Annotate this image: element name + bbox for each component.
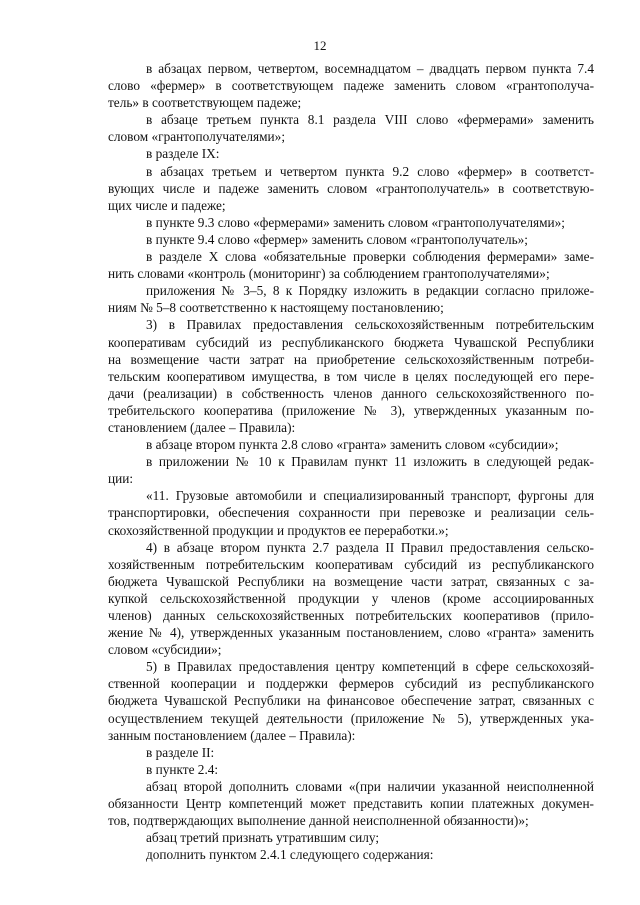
text-line: в разделе X слова «обязательные проверки соблюдения фермерами» заме-	[146, 249, 594, 265]
text-line: обязанности Центр компетенций может представить копии платежных докумен-	[108, 796, 594, 812]
text-line: транспортировки, обеспечения сохранности при перевозке и реализации сель-	[108, 505, 594, 521]
text-line: скохозяйственной продукции и продуктов ее переработки.»;	[108, 522, 449, 538]
text-line: слово «фермер» в соответствующем падеже заменить словом «грантополуча-	[108, 78, 594, 94]
text-line: в приложении № 10 к Правилам пункт 11 изложить в следующей редак-	[146, 454, 594, 470]
text-line: хозяйственным потребительским кооперативам субсидий из республиканского	[108, 556, 594, 572]
text-line: в пункте 9.3 слово «фермерами» заменить словом «грантополучателями»;	[146, 214, 565, 230]
text-line: в абзаце третьем пункта 8.1 раздела VIII слово «фермерами» заменить	[146, 112, 594, 128]
text-line: становлением (далее – Правила):	[108, 419, 296, 435]
text-line: занным постановлением (далее – Правила):	[108, 727, 356, 743]
text-line: словом «грантополучателями»;	[108, 129, 286, 145]
text-line: в абзацах первом, четвертом, восемнадцатом – двадцать первом пункта 7.4	[146, 61, 594, 76]
text-line: в пункте 9.4 слово «фермер» заменить словом «грантополучатель»;	[146, 231, 528, 247]
text-line: 4) в абзаце втором пункта 2.7 раздела II Правил предоставления сельско-	[146, 539, 594, 555]
page-number: 12	[313, 38, 327, 53]
text-line: абзац третий признать утратившим силу;	[146, 830, 380, 846]
text-line: кооперативам субсидий из республиканского бюджета Чувашской Республики	[108, 334, 594, 350]
document-body	[108, 60, 594, 863]
text-line: осуществлением текущей деятельности (приложение № 5), утвержденных ука-	[108, 710, 594, 726]
text-line: бюджета Чувашской Республики на возмещение части затрат, связанных с за-	[108, 573, 594, 589]
text-line: жение № 4), утвержденных указанным постановлением, слово «гранта» заменить	[108, 625, 594, 641]
text-line: нить словами «контроль (мониторинг) за соблюдением грантополучателями»;	[108, 266, 550, 282]
text-line: ственной кооперации и поддержки фермеров субсидий из республиканского	[108, 676, 594, 692]
text-line: дополнить пунктом 2.4.1 следующего содержания:	[146, 847, 434, 863]
text-line: в абзаце втором пункта 2.8 слово «гранта» заменить словом «субсидии»;	[146, 437, 559, 453]
text-line: «11. Грузовые автомобили и специализированный транспорт, фургоны для	[146, 488, 594, 504]
text-line: приложения № 3–5, 8 к Порядку изложить в редакции согласно приложе-	[146, 283, 594, 299]
text-line: в разделе IX:	[146, 146, 220, 162]
text-line: в пункте 2.4:	[146, 761, 219, 777]
text-line: тель» в соответствующем падеже;	[108, 95, 302, 111]
text-line: в разделе II:	[146, 744, 215, 760]
text-line: ниям № 5–8 соответственно к настоящему постановлению;	[108, 300, 444, 316]
text-line: бюджета Чувашской Республики на финансовое обеспечение затрат, связанных с	[108, 693, 594, 709]
text-line: тельским кооперативом имущества, в том числе в целях последующей его пере-	[108, 368, 594, 384]
text-line: купкой сельскохозяйственной продукции у членов (кроме ассоциированных	[108, 590, 594, 606]
text-line: требительского кооператива (приложение № 3), утвержденных указанным по-	[108, 402, 594, 418]
text-line: абзац второй дополнить словами «(при наличии указанной неисполненной	[146, 778, 594, 794]
text-line: 3) в Правилах предоставления сельскохозяйственным потребительским	[146, 317, 594, 333]
text-line: ции:	[108, 471, 134, 487]
text-line: тов, подтверждающих выполнение данной неисполненной обязанности)»;	[108, 813, 529, 829]
text-line: в абзацах третьем и четвертом пункта 9.2 слово «фермер» в соответст-	[146, 163, 594, 179]
text-line: 5) в Правилах предоставления центру компетенций в сфере сельскохозяй-	[146, 659, 594, 675]
text-line: на возмещение части затрат на приобретение сельскохозяйственным потреби-	[108, 351, 594, 367]
text-line: дачи (реализации) в собственность членов данного сельскохозяйственного по-	[108, 385, 594, 401]
text-line: вующих числе и падеже заменить словом «грантополучатель» в соответствую-	[108, 180, 594, 196]
text-line: членов) данных сельскохозяйственных потребительских кооперативов (прило-	[108, 608, 594, 623]
text-line: словом «субсидии»;	[108, 642, 222, 658]
text-line: щих числе и падеже;	[108, 197, 226, 213]
